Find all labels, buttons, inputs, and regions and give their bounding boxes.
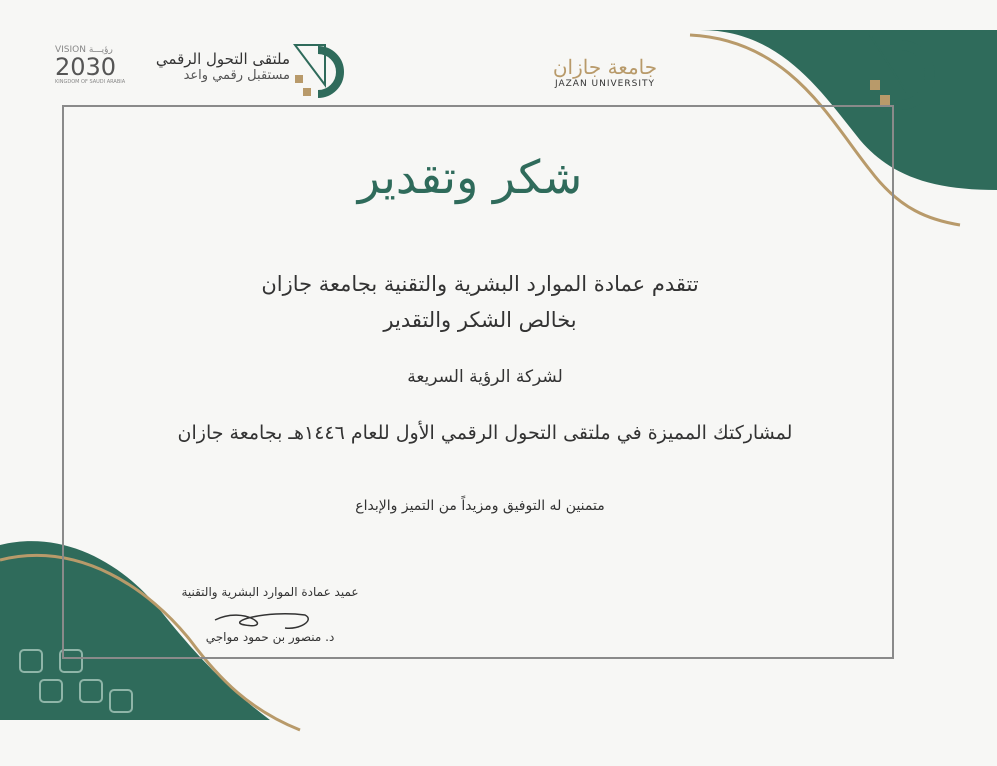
forum-title: ملتقى التحول الرقمي [155,50,290,68]
intro-line: تتقدم عمادة الموارد البشرية والتقنية بجامعة جازان [261,272,699,296]
signatory-title: عميد عمادة الموارد البشرية والتقنية [181,585,359,599]
forum-logo-text [140,50,290,83]
signatory-name: د. منصور بن حمود مواجي [205,630,335,644]
vision-2030-logo [55,45,135,85]
forum-tagline: مستقبل رقمي واعد [183,68,290,83]
university-arabic: جامعة جازان [552,55,658,79]
vision-label: VISION رؤيـــة [55,45,113,55]
vision-year: 2030 [55,53,117,81]
vision-sub: KINGDOM OF SAUDI ARABIA [55,79,126,85]
recipient-name: لشركة الرؤية السريعة [407,367,563,387]
university-english: JAZAN UNIVERSITY [554,79,655,89]
thanks-line: بخالص الشكر والتقدير [383,308,577,332]
wish-line: متمنين له التوفيق ومزيداً من التميز والإبداع [355,498,605,514]
forum-logo-icon-left [295,45,340,96]
reason-line: لمشاركتك المميزة في ملتقى التحول الرقمي الأول للعام ١٤٤٦هـ بجامعة جازان [177,422,793,444]
university-logo [540,55,670,89]
certificate-heading: شكر وتقدير [357,150,583,204]
